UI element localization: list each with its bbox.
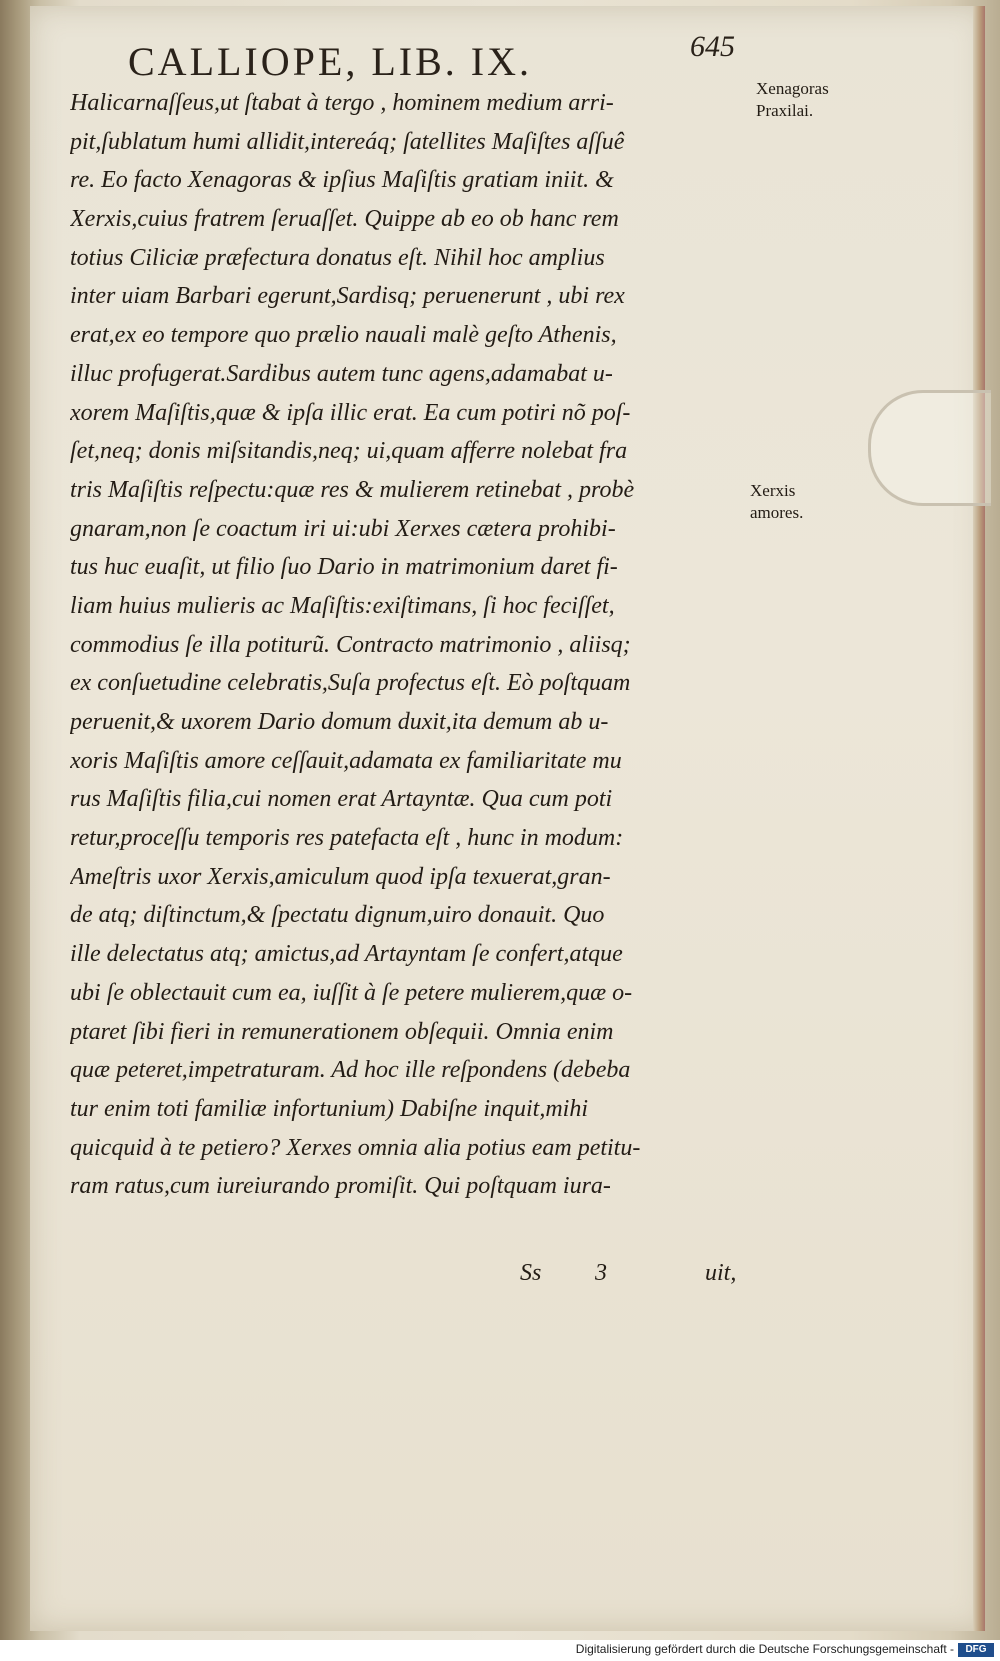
text-line: ubi ſe oblectauit cum ea, iuſſit à ſe petere mulierem,quæ o- xyxy=(70,979,633,1006)
text-line: Xerxis,cuius fratrem ſeruaſſet. Quippe ab eo ob hanc rem xyxy=(70,206,619,233)
catchword: uit, xyxy=(705,1260,737,1286)
dfg-logo: DFG xyxy=(958,1643,994,1657)
footer-credit: Digitalisierung gefördert durch die Deutsche Forschungsgemeinschaft - xyxy=(575,1642,954,1656)
text-line: Halicarnaſſeus,ut ſtabat à tergo , hominem medium arri- xyxy=(70,90,614,116)
text-line: de atq; diſtinctum,& ſpectatu dignum,uiro donauit. Quo xyxy=(70,902,605,929)
text-line: tur enim toti familiæ infortunium) Dabiſne inquit,mihi xyxy=(70,1095,589,1122)
book-clasp xyxy=(868,390,991,506)
text-line: ptaret ſibi fieri in remunerationem obſequii. Omnia enim xyxy=(70,1018,614,1045)
text-line: xorem Maſiſtis,quæ & ipſa illic erat. Ea cum potiri nõ poſ- xyxy=(70,399,631,426)
text-line: liam huius mulieris ac Maſiſtis:exiſtimans, ſi hoc feciſſet, xyxy=(70,592,615,619)
text-line: totius Ciliciæ præfectura donatus eſt. Nihil hoc amplius xyxy=(70,244,605,271)
margin-note-xenagoras xyxy=(756,78,906,122)
text-line: illuc profugerat.Sardibus autem tunc agens,adamabat u- xyxy=(70,360,613,387)
text-line: pit,ſublatum humi allidit,intereáq; ſatellites Maſiſtes aſſuê xyxy=(70,128,625,155)
text-line: Ameſtris uxor Xerxis,amiculum quod ipſa texuerat,gran- xyxy=(70,863,611,890)
text-line: re. Eo facto Xenagoras & ipſius Maſiſtis gratiam iniit. & xyxy=(70,167,614,194)
page-number: 645 xyxy=(690,30,735,63)
text-line: ille delectatus atq; amictus,ad Artayntam ſe confert,atque xyxy=(70,941,623,968)
signature-number: 3 xyxy=(595,1260,607,1286)
text-line: quicquid à te petiero? Xerxes omnia alia potius eam petitu- xyxy=(70,1134,641,1161)
footer xyxy=(0,1640,1000,1661)
text-line: xoris Maſiſtis amore ceſſauit,adamata ex familiaritate mu xyxy=(70,747,622,774)
text-line: rus Maſiſtis filia,cui nomen erat Artayntæ. Qua cum poti xyxy=(70,786,613,813)
running-head: CALLIOPE, LIB. IX. xyxy=(128,39,532,84)
signature-line xyxy=(520,1260,760,1300)
margin-note-xerxis xyxy=(750,480,900,524)
text-line: tus huc euaſit, ut filio ſuo Dario in matrimonium daret fi- xyxy=(70,554,618,581)
text-line: quæ peteret,impetraturam. Ad hoc ille reſpondens (debeba xyxy=(70,1057,631,1084)
margin-note-line: Xerxis xyxy=(750,481,796,500)
margin-note-line: Praxilai. xyxy=(756,101,814,120)
margin-note-line: amores. xyxy=(750,503,804,522)
body-text xyxy=(70,84,790,1206)
margin-note-line: Xenagoras xyxy=(756,79,829,98)
text-line: inter uiam Barbari egerunt,Sardisq; peruenerunt , ubi rex xyxy=(70,283,625,310)
text-line: ſet,neq; donis miſsitandis,neq; ui,quam afferre nolebat fra xyxy=(70,438,628,465)
text-line: ram ratus,cum iureiurando promiſit. Qui poſtquam iura- xyxy=(70,1173,611,1200)
text-line: commodius ſe illa potiturũ. Contracto matrimonio , aliisq; xyxy=(70,631,631,658)
text-line: gnaram,non ſe coactum iri ui:ubi Xerxes cætera prohibi- xyxy=(70,515,616,542)
text-line: peruenit,& uxorem Dario domum duxit,ita demum ab u- xyxy=(70,709,609,735)
text-line: ex conſuetudine celebratis,Suſa profectus eſt. Eò poſtquam xyxy=(70,670,631,697)
page-edge xyxy=(973,6,985,1631)
signature-mark: Ss xyxy=(520,1260,542,1286)
text-line: tris Maſiſtis reſpectu:quæ res & mulierem retinebat , probè xyxy=(70,476,635,503)
text-line: retur,proceſſu temporis res patefacta eſt , hunc in modum: xyxy=(70,825,624,852)
text-line: erat,ex eo tempore quo prælio nauali malè geſto Athenis, xyxy=(70,322,617,349)
